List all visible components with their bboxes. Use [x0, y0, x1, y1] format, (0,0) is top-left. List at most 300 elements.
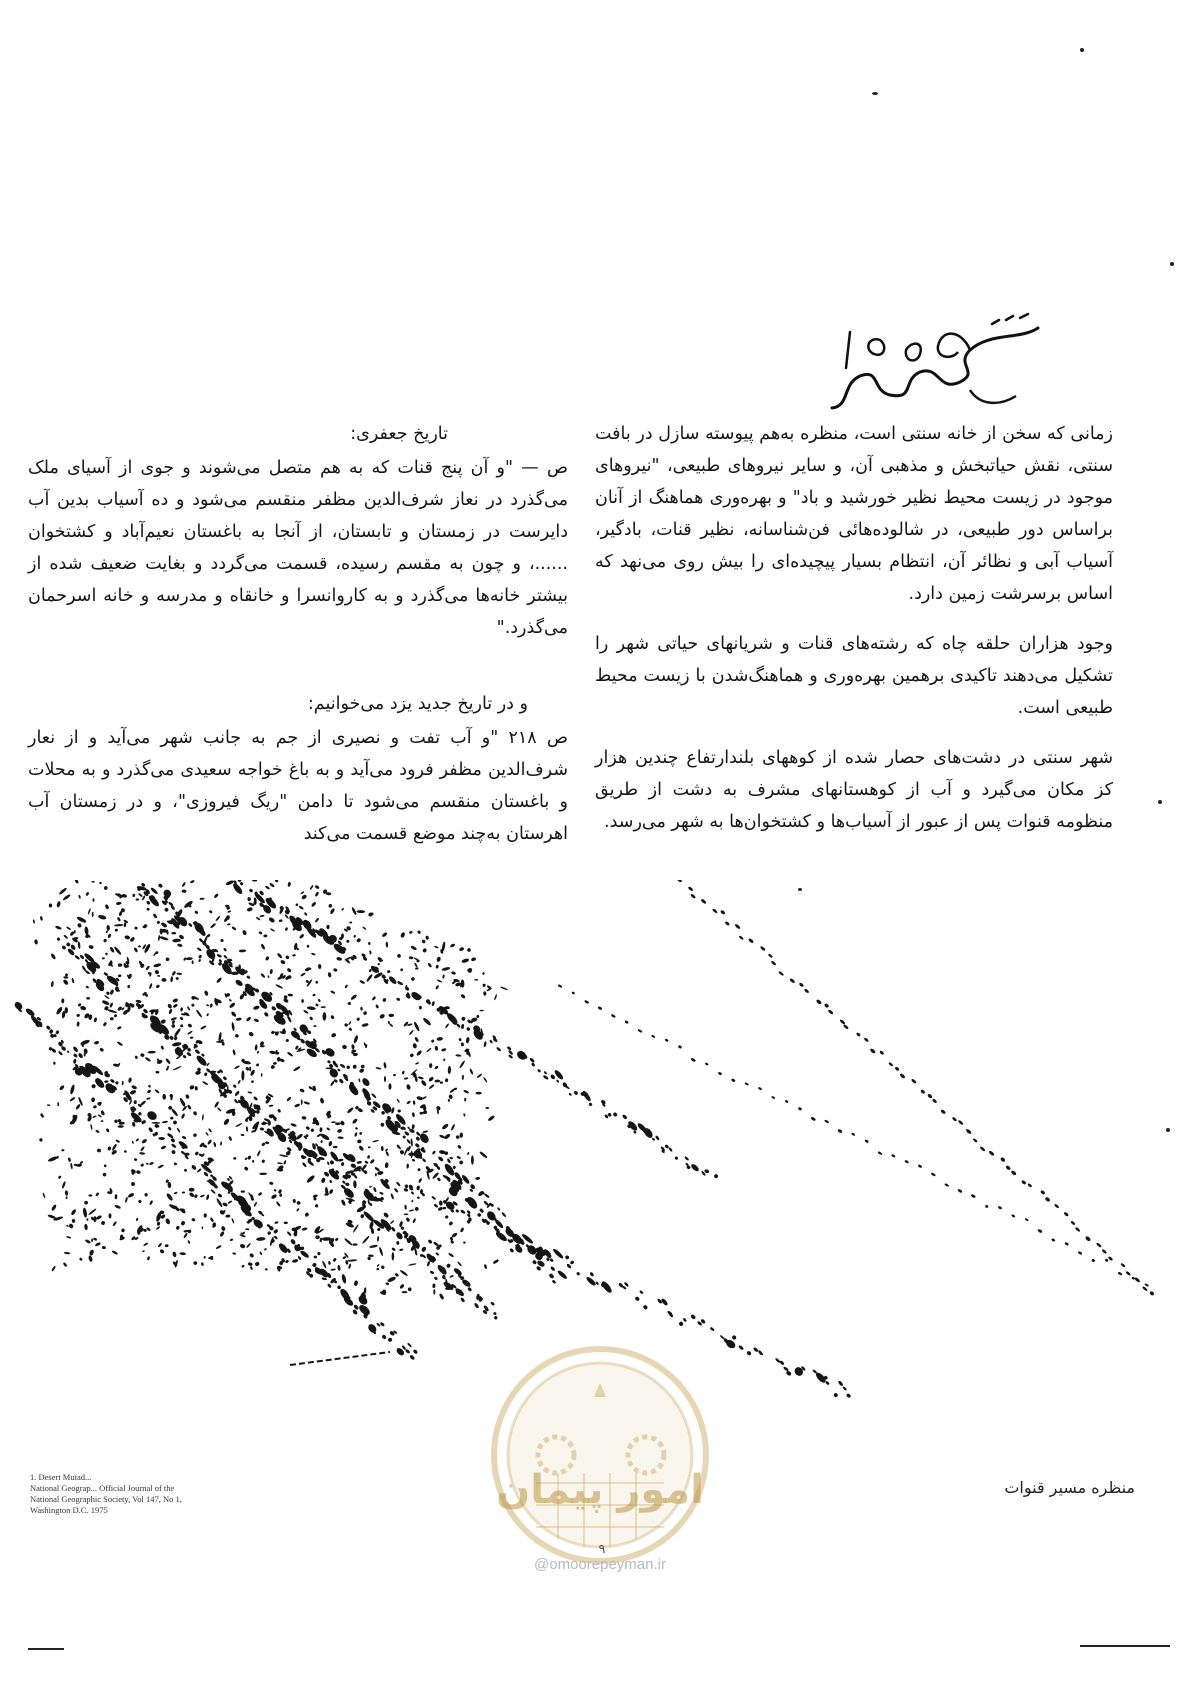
map-ink-mark	[415, 967, 419, 970]
map-ink-mark	[225, 880, 234, 886]
map-ink-mark	[202, 1114, 204, 1121]
map-ink-mark	[229, 1002, 236, 1009]
map-ink-mark	[253, 1096, 258, 1101]
map-ink-mark	[166, 1065, 170, 1071]
map-ink-mark	[597, 1006, 602, 1011]
map-ink-mark	[327, 1161, 330, 1165]
map-ink-mark	[432, 1150, 436, 1155]
map-ink-mark	[292, 1259, 299, 1264]
map-ink-mark	[434, 945, 439, 948]
map-ink-mark	[40, 1113, 45, 1118]
map-ink-mark	[341, 1162, 345, 1167]
map-ink-mark	[837, 1380, 843, 1387]
map-ink-mark	[303, 1101, 310, 1105]
map-ink-mark	[361, 1023, 369, 1028]
map-ink-mark	[155, 984, 160, 989]
map-ink-mark	[879, 1050, 884, 1055]
map-ink-mark	[435, 965, 439, 969]
map-ink-mark	[461, 958, 469, 964]
map-ink-mark	[89, 1249, 95, 1256]
map-ink-mark	[69, 1096, 76, 1101]
map-ink-mark	[409, 1354, 415, 1360]
map-ink-mark	[395, 1231, 404, 1241]
map-ink-mark	[753, 1347, 759, 1353]
map-ink-mark	[824, 1119, 829, 1123]
map-ink-mark	[59, 1085, 65, 1091]
map-ink-mark	[154, 1089, 159, 1094]
map-ink-mark	[175, 976, 179, 980]
map-ink-mark	[690, 1163, 700, 1173]
map-ink-mark	[330, 1015, 335, 1020]
map-ink-mark	[357, 1140, 361, 1144]
watermark-brand: امور پیمان	[496, 1467, 704, 1513]
map-ink-mark	[428, 1076, 434, 1082]
map-ink-mark	[285, 1039, 289, 1043]
map-ink-mark	[891, 1154, 896, 1158]
map-ink-mark	[360, 1214, 365, 1219]
map-ink-mark	[403, 1021, 409, 1027]
map-ink-mark	[337, 1136, 343, 1139]
map-ink-mark	[92, 912, 94, 917]
map-ink-mark	[600, 1280, 613, 1294]
map-ink-mark	[324, 1046, 337, 1058]
map-ink-mark	[927, 1093, 933, 1099]
map-ink-mark	[109, 989, 114, 995]
map-ink-mark	[171, 1020, 175, 1025]
map-ink-mark	[190, 880, 195, 884]
map-ink-mark	[416, 1185, 420, 1190]
map-ink-mark	[414, 1036, 419, 1042]
map-ink-mark	[247, 1155, 251, 1160]
map-ink-mark	[406, 1139, 411, 1145]
map-ink-mark	[167, 1126, 172, 1131]
map-ink-mark	[146, 1097, 151, 1100]
map-ink-mark	[270, 928, 275, 932]
map-ink-mark	[362, 926, 367, 930]
map-ink-mark	[56, 937, 60, 942]
map-ink-mark	[920, 1089, 925, 1094]
map-ink-mark	[273, 1235, 278, 1240]
map-ink-mark	[267, 975, 269, 978]
map-ink-mark	[328, 1141, 333, 1147]
map-ink-mark	[321, 1006, 326, 1008]
map-ink-mark	[437, 1156, 444, 1163]
map-ink-mark	[143, 943, 151, 954]
map-ink-mark	[96, 1148, 101, 1153]
map-ink-mark	[785, 1370, 792, 1377]
map-ink-mark	[134, 1158, 138, 1162]
map-ink-mark	[98, 914, 107, 920]
map-ink-mark	[107, 1009, 118, 1014]
map-ink-mark	[399, 1149, 404, 1154]
map-ink-mark	[273, 1189, 277, 1192]
map-ink-mark	[296, 1200, 301, 1205]
map-ink-mark	[284, 995, 288, 999]
map-ink-mark	[158, 935, 160, 941]
map-ink-mark	[66, 1225, 69, 1228]
map-ink-mark	[467, 1213, 472, 1218]
map-ink-mark	[552, 1248, 565, 1260]
map-ink-mark	[335, 1122, 341, 1125]
map-ink-mark	[223, 947, 227, 951]
map-ink-mark	[379, 1247, 384, 1257]
map-ink-mark	[637, 1029, 642, 1033]
map-ink-mark	[47, 1104, 51, 1106]
map-ink-mark	[390, 1220, 395, 1225]
map-ink-mark	[402, 1135, 406, 1139]
map-ink-mark	[406, 1084, 411, 1091]
map-ink-mark	[315, 891, 320, 897]
map-ink-mark	[180, 1220, 185, 1225]
map-ink-mark	[327, 972, 331, 978]
map-ink-mark	[326, 1127, 330, 1131]
map-ink-mark	[134, 926, 138, 930]
scan-speck	[1080, 48, 1084, 52]
map-ink-mark	[75, 1103, 81, 1110]
map-ink-mark	[210, 1189, 216, 1195]
map-ink-mark	[306, 1174, 316, 1183]
scan-speck	[798, 888, 802, 891]
map-ink-mark	[434, 1046, 438, 1051]
map-ink-mark	[135, 999, 141, 1003]
map-ink-mark	[417, 1196, 420, 1199]
map-ink-mark	[93, 1237, 98, 1241]
map-ink-mark	[259, 1251, 262, 1255]
map-ink-mark	[154, 969, 160, 975]
map-ink-mark	[189, 1084, 195, 1090]
map-ink-mark	[292, 954, 296, 957]
map-ink-mark	[409, 930, 413, 934]
map-ink-mark	[864, 1139, 869, 1143]
map-ink-mark	[297, 1256, 301, 1261]
map-ink-mark	[376, 1268, 379, 1271]
map-ink-mark	[113, 1014, 117, 1018]
map-ink-mark	[249, 1253, 255, 1259]
map-ink-mark	[303, 1009, 309, 1014]
map-ink-mark	[368, 912, 374, 917]
map-ink-mark	[91, 1097, 96, 1103]
map-ink-mark	[117, 1006, 123, 1012]
map-ink-mark	[25, 1007, 36, 1017]
map-ink-mark	[90, 1124, 93, 1130]
map-ink-mark	[66, 1236, 71, 1239]
map-ink-mark	[352, 1224, 359, 1233]
map-ink-mark	[411, 977, 416, 982]
map-ink-mark	[47, 1156, 58, 1163]
map-ink-mark	[1149, 1291, 1155, 1297]
map-ink-mark	[381, 1265, 386, 1270]
map-ink-mark	[396, 1144, 402, 1150]
map-ink-mark	[863, 1037, 869, 1042]
map-ink-mark	[263, 934, 267, 938]
map-ink-mark	[354, 1280, 359, 1286]
map-ink-mark	[328, 903, 332, 908]
map-ink-mark	[362, 1210, 375, 1223]
map-ink-mark	[271, 1005, 277, 1011]
map-ink-mark	[201, 1262, 205, 1266]
map-ink-mark	[869, 1048, 876, 1054]
map-ink-mark	[355, 1127, 359, 1130]
map-ink-mark	[322, 1012, 326, 1021]
map-ink-mark	[234, 1098, 239, 1103]
map-ink-mark	[107, 933, 112, 938]
map-ink-mark	[115, 1081, 119, 1086]
map-ink-mark	[314, 917, 319, 923]
map-ink-mark	[483, 1077, 488, 1083]
map-ink-mark	[117, 1125, 123, 1128]
map-ink-mark	[843, 1024, 850, 1030]
map-ink-mark	[339, 1063, 346, 1068]
map-ink-mark	[143, 1229, 147, 1232]
map-ink-mark	[366, 1100, 372, 1106]
map-ink-mark	[234, 1065, 240, 1070]
map-ink-mark	[206, 1194, 210, 1200]
map-ink-mark	[104, 995, 110, 1000]
map-ink-mark	[457, 1144, 462, 1149]
map-ink-mark	[140, 1146, 145, 1152]
map-ink-mark	[287, 993, 293, 996]
map-ink-mark	[312, 1262, 317, 1267]
map-ink-mark	[170, 1117, 174, 1120]
map-ink-mark	[191, 1164, 197, 1171]
map-ink-mark	[337, 1265, 341, 1271]
map-ink-mark	[188, 923, 193, 928]
map-ink-mark	[894, 1066, 899, 1071]
map-ink-mark	[242, 929, 247, 935]
map-ink-mark	[115, 1139, 120, 1143]
map-ink-mark	[131, 1182, 135, 1186]
map-ink-mark	[194, 1151, 199, 1156]
map-ink-mark	[768, 953, 773, 958]
map-ink-mark	[359, 979, 365, 984]
map-ink-mark	[298, 905, 304, 910]
map-ink-mark	[157, 1243, 162, 1248]
map-ink-mark	[263, 1011, 269, 1017]
quote-1: ص — "و آن پنج قنات که به هم متصل می‌شوند و جوی از آسیای ملک می‌گذرد در نعاز شرف‌الدین مظفر منقسم می‌شود و ده آسیاب بدین آب دایرست در زمستان و تابستان، از آنجا به باغستان نعیم‌آباد و کشتخوان ......، و چون به مقسم رسیده، قسمت می‌گردد و بغایت ضعیف شده از بیشتر خانه‌ها می‌گذرد و به کاروانسرا و خانقاه و مدرسه و خانه اسرحمان می‌گذرد."	[28, 458, 568, 638]
map-ink-mark	[758, 1087, 763, 1091]
map-ink-mark	[114, 1119, 118, 1123]
map-ink-mark	[369, 1244, 378, 1248]
map-ink-mark	[403, 1188, 408, 1193]
map-ink-mark	[237, 1080, 241, 1085]
map-ink-mark	[345, 1182, 350, 1186]
map-ink-mark	[1077, 1251, 1082, 1255]
map-ink-mark	[213, 893, 219, 899]
map-ink-mark	[132, 1122, 136, 1127]
map-ink-mark	[144, 1193, 148, 1197]
map-ink-mark	[146, 1109, 159, 1121]
map-ink-mark	[418, 1132, 431, 1145]
scan-speck	[1170, 262, 1174, 266]
map-ink-mark	[371, 1093, 377, 1099]
map-ink-mark	[417, 930, 421, 934]
map-ink-mark	[760, 946, 766, 952]
map-ink-mark	[379, 1191, 384, 1195]
map-ink-mark	[177, 943, 183, 947]
map-ink-mark	[448, 1252, 455, 1257]
map-ink-mark	[296, 1208, 300, 1212]
map-ink-mark	[172, 1065, 182, 1070]
map-ink-mark	[411, 1199, 414, 1202]
map-ink-mark	[179, 1252, 186, 1255]
map-ink-mark	[443, 1133, 451, 1140]
map-ink-mark	[364, 1160, 368, 1164]
map-ink-mark	[214, 1101, 220, 1108]
map-ink-mark	[233, 1157, 237, 1160]
map-ink-mark	[106, 1128, 110, 1133]
map-ink-mark	[450, 943, 456, 948]
map-ink-mark	[88, 1208, 97, 1216]
map-ink-mark	[182, 889, 187, 893]
map-ink-mark	[482, 972, 485, 975]
map-ink-mark	[259, 915, 264, 918]
map-ink-mark	[713, 1173, 719, 1179]
map-ink-mark	[690, 1314, 696, 1320]
map-ink-mark	[379, 1178, 391, 1191]
map-ink-mark	[455, 1054, 461, 1057]
map-ink-mark	[247, 1262, 253, 1267]
map-ink-mark	[239, 949, 247, 952]
map-ink-mark	[158, 883, 164, 889]
map-ink-mark	[402, 1291, 408, 1293]
map-ink-mark	[322, 1260, 327, 1268]
map-ink-mark	[652, 1137, 656, 1141]
map-ink-mark	[372, 1140, 379, 1143]
map-ink-mark	[71, 1219, 75, 1223]
map-ink-mark	[356, 910, 365, 913]
map-ink-mark	[330, 990, 335, 994]
map-ink-mark	[64, 1190, 68, 1196]
map-ink-mark	[128, 1077, 132, 1083]
map-ink-mark	[738, 935, 744, 940]
map-ink-mark	[409, 1029, 414, 1035]
map-ink-mark	[260, 973, 266, 979]
map-ink-mark	[550, 1074, 556, 1080]
map-ink-mark	[437, 1206, 443, 1211]
map-ink-mark	[227, 1200, 232, 1204]
map-ink-mark	[300, 891, 304, 895]
map-ink-mark	[156, 920, 160, 924]
map-ink-mark	[396, 1098, 400, 1103]
bottom-rule-right	[1080, 1645, 1170, 1647]
map-ink-mark	[393, 1074, 396, 1076]
map-ink-mark	[411, 1151, 413, 1159]
map-ink-mark	[543, 1071, 547, 1075]
map-ink-mark	[91, 1238, 93, 1242]
map-ink-mark	[165, 1218, 171, 1225]
map-ink-mark	[80, 1039, 91, 1046]
map-ink-mark	[156, 1226, 161, 1230]
map-ink-mark	[256, 1063, 260, 1067]
map-ink-mark	[412, 1349, 418, 1355]
map-ink-mark	[399, 1248, 404, 1251]
map-ink-mark	[74, 930, 76, 934]
map-ink-mark	[448, 1066, 451, 1074]
map-ink-mark	[261, 1073, 263, 1077]
page-number: ۹	[598, 1542, 606, 1557]
map-ink-mark	[361, 1077, 371, 1088]
map-ink-mark	[270, 1064, 275, 1069]
map-ink-mark	[279, 919, 283, 922]
map-ink-mark	[455, 1209, 459, 1213]
map-ink-mark	[332, 1257, 337, 1262]
document-title	[820, 310, 1050, 420]
map-ink-mark	[828, 1009, 834, 1015]
map-ink-mark	[341, 1274, 347, 1284]
map-ink-mark	[356, 1017, 360, 1021]
map-ink-mark	[159, 1249, 165, 1255]
map-ink-mark	[344, 1238, 353, 1247]
map-ink-mark	[463, 1089, 469, 1094]
map-ink-mark	[414, 1250, 418, 1256]
map-ink-mark	[256, 916, 261, 920]
map-ink-mark	[445, 1023, 450, 1029]
map-ink-mark	[383, 1212, 390, 1219]
map-ink-mark	[84, 1224, 88, 1231]
map-ink-mark	[676, 880, 682, 883]
map-ink-mark	[416, 1050, 423, 1057]
map-ink-mark	[112, 1221, 117, 1227]
right-text-column	[595, 418, 1113, 856]
map-ink-mark	[509, 1248, 514, 1253]
map-ink-mark	[485, 1107, 489, 1109]
map-ink-mark	[321, 1177, 326, 1183]
map-ink-mark	[200, 898, 205, 900]
map-ink-mark	[553, 1069, 564, 1081]
map-ink-mark	[565, 1255, 570, 1260]
map-ink-mark	[340, 1199, 346, 1206]
map-ink-mark	[352, 1173, 357, 1179]
map-ink-mark	[64, 1252, 71, 1255]
map-ink-mark	[141, 1119, 147, 1124]
map-ink-mark	[799, 982, 805, 988]
map-ink-mark	[315, 1204, 319, 1208]
map-ink-mark	[206, 1013, 209, 1017]
map-ink-mark	[314, 885, 319, 890]
map-ink-mark	[642, 1304, 648, 1310]
map-ink-mark	[225, 1214, 230, 1218]
map-ink-mark	[789, 978, 795, 984]
map-ink-mark	[194, 1194, 198, 1199]
map-ink-mark	[277, 1108, 281, 1113]
map-ink-mark	[208, 960, 215, 966]
map-ink-mark	[449, 1157, 453, 1160]
map-ink-mark	[352, 1243, 357, 1245]
map-ink-mark	[77, 923, 82, 928]
map-ink-mark	[552, 1279, 557, 1284]
map-ink-mark	[231, 926, 236, 931]
map-ink-mark	[277, 1162, 283, 1164]
map-ink-mark	[207, 1139, 213, 1145]
map-ink-mark	[260, 1045, 265, 1047]
map-ink-mark	[1064, 1242, 1069, 1246]
map-ink-mark	[333, 1146, 338, 1149]
map-ink-mark	[145, 965, 150, 970]
map-ink-mark	[148, 1127, 154, 1133]
map-ink-mark	[846, 1393, 852, 1398]
map-ink-mark	[191, 1218, 196, 1222]
map-ink-mark	[74, 880, 79, 884]
map-ink-mark	[856, 1032, 861, 1037]
map-ink-mark	[351, 1044, 355, 1050]
map-ink-mark	[369, 950, 372, 955]
footnote-line: National Geographic Society, Vol 147, No 1,	[30, 1494, 182, 1504]
map-ink-mark	[428, 1084, 434, 1090]
map-ink-mark	[196, 1009, 203, 1018]
map-ink-mark	[422, 948, 427, 953]
map-ink-mark	[269, 969, 273, 975]
map-ink-mark	[441, 966, 450, 971]
